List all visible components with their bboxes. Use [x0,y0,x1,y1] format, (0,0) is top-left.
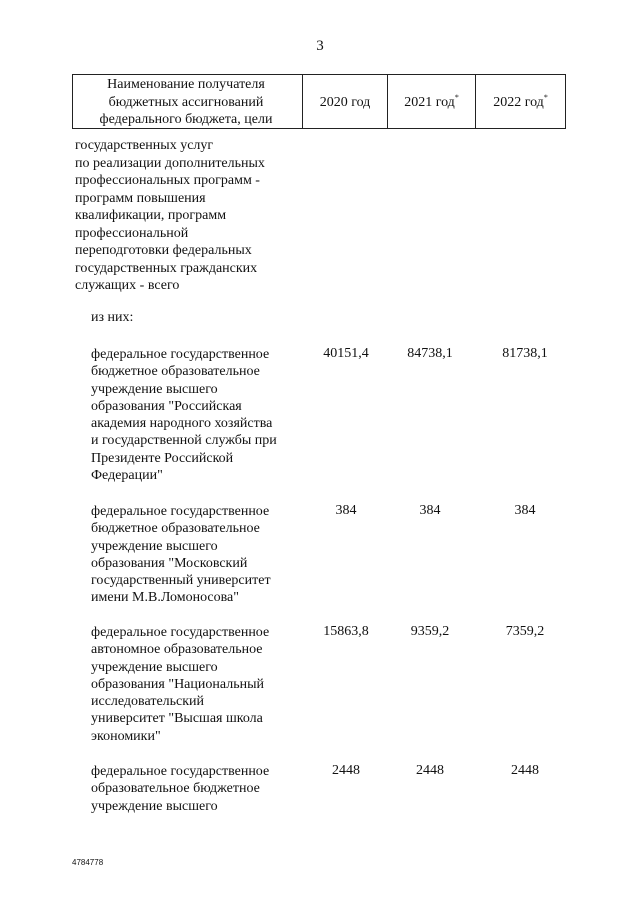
value-2020: 384 [335,503,357,518]
header-year-2022: 2022 год* [493,93,548,110]
value-2020: 40151,4 [323,346,369,361]
header-top-rule [72,74,565,75]
page-number: 3 [316,38,324,54]
header-name-column: Наименование получателя бюджетных ассигнований федерального бюджета, цели [99,77,273,127]
recipient-name: федеральное государственное бюджетное образовательное учреждение высшего образования "Московский государственный университет имени М.В.Ломоносова" [91,504,271,606]
value-2021: 9359,2 [410,624,450,639]
value-2022: 384 [514,503,536,518]
value-2020: 15863,8 [323,624,369,639]
document-id: 4784778 [72,858,104,867]
value-2022: 81738,1 [502,346,548,361]
header-divider [565,74,566,129]
recipient-name: федеральное государственное бюджетное образовательное учреждение высшего образования "Российская академия народного хозяйства и государственной службы при Президенте Российской Федерации" [91,347,277,484]
subheading: из них: [91,310,134,325]
continuation-text: государственных услуг по реализации дополнительных профессиональных программ - программ повышения квалификации, программ профессиональной переподготовки федеральных государственных гражданских служащих - всего [75,138,265,293]
value-2022: 2448 [511,763,539,778]
value-2020: 2448 [332,763,360,778]
value-2021: 2448 [416,763,444,778]
value-2022: 7359,2 [505,624,545,639]
recipient-name: федеральное государственное автономное образовательное учреждение высшего образования "Национальный исследовательский университет "Высшая школа экономики" [91,625,270,744]
header-year-2020: 2020 год [319,95,371,110]
recipient-name: федеральное государственное образовательное бюджетное учреждение высшего [91,764,270,814]
header-year-2021: 2021 год* [404,93,459,110]
value-2021: 384 [419,503,441,518]
value-2021: 84738,1 [407,346,453,361]
